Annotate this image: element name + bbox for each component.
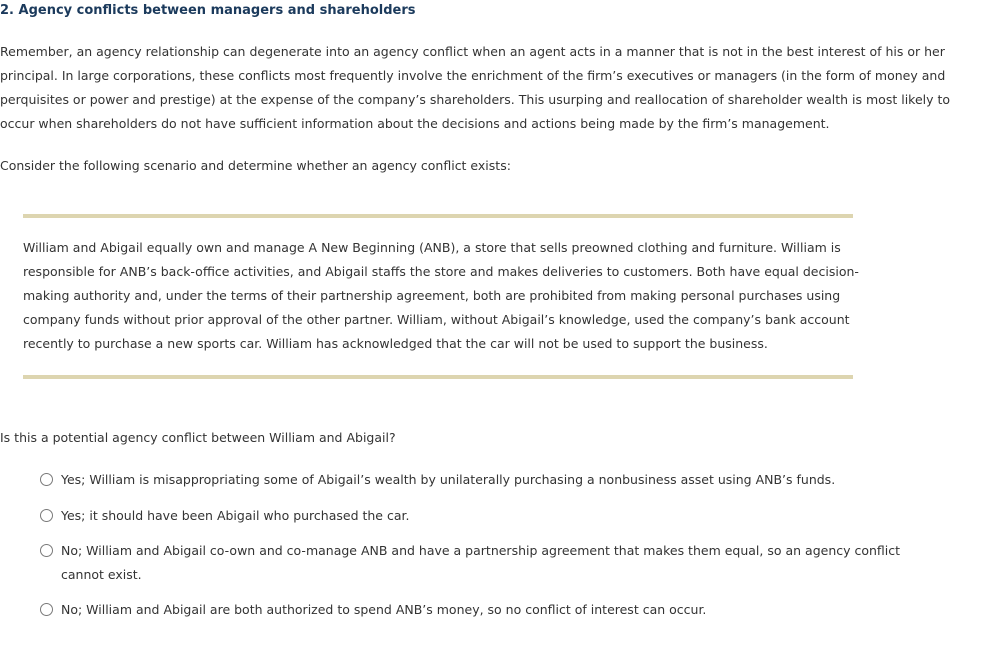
scenario-top-divider xyxy=(23,214,853,218)
scenario-line: recently to purchase a new sports car. William has acknowledged that the car will not be used to support the business. xyxy=(23,336,768,351)
intro-line: perquisites or power and prestige) at the expense of the company’s shareholders. This usurping and reallocation of shareholder wealth is most likely to xyxy=(0,92,951,107)
answer-option-line: No; William and Abigail are both authorized to spend ANB’s money, so no conflict of interest can occur. xyxy=(61,602,707,617)
answer-option-label xyxy=(61,598,706,622)
answer-option-line: No; William and Abigail co-own and co-manage ANB and have a partnership agreement that makes them equal, so an agency conflict xyxy=(61,543,901,558)
scenario-line: company funds without prior approval of the other partner. William, without Abigail’s knowledge, used the company’s bank account xyxy=(23,312,850,327)
answer-option-2[interactable] xyxy=(38,504,898,528)
intro-paragraph xyxy=(0,40,951,136)
scenario-line: making authority and, under the terms of their partnership agreement, both are prohibited from making personal purchases using xyxy=(23,288,841,303)
answer-option-line: Yes; William is misappropriating some of Abigail’s wealth by unilaterally purchasing a nonbusiness asset using ANB’s funds. xyxy=(61,472,836,487)
radio-button-1[interactable] xyxy=(40,473,53,486)
answer-option-3[interactable] xyxy=(38,539,901,587)
answer-option-label xyxy=(61,539,900,587)
scenario-box xyxy=(23,236,859,356)
radio-button-4[interactable] xyxy=(40,603,53,616)
radio-button-2[interactable] xyxy=(40,509,53,522)
scenario-bottom-divider xyxy=(23,375,853,379)
answer-option-label xyxy=(61,504,409,528)
question-title: 2. Agency conflicts between managers and shareholders xyxy=(0,3,416,18)
answer-option-label xyxy=(61,468,835,492)
scenario-line: William and Abigail equally own and manage A New Beginning (ANB), a store that sells preowned clothing and furniture. William is xyxy=(23,240,841,255)
answer-option-line: Yes; it should have been Abigail who purchased the car. xyxy=(61,508,410,523)
answer-option-1[interactable] xyxy=(38,468,898,492)
question-prompt: Is this a potential agency conflict between William and Abigail? xyxy=(0,430,396,445)
scenario-line: responsible for ANB’s back-office activities, and Abigail staffs the store and makes deliveries to customers. Both have equal decision- xyxy=(23,264,859,279)
consider-instruction: Consider the following scenario and determine whether an agency conflict exists: xyxy=(0,158,511,173)
intro-line: principal. In large corporations, these conflicts most frequently involve the enrichment of the firm’s executives or managers (in the form of money and xyxy=(0,68,946,83)
radio-button-3[interactable] xyxy=(40,544,53,557)
answer-option-4[interactable] xyxy=(38,598,898,622)
intro-line: occur when shareholders do not have sufficient information about the decisions and actions being made by the firm’s management. xyxy=(0,116,830,131)
answer-option-line: cannot exist. xyxy=(61,567,142,582)
intro-line: Remember, an agency relationship can degenerate into an agency conflict when an agent acts in a manner that is not in the best interest of his or her xyxy=(0,44,945,59)
